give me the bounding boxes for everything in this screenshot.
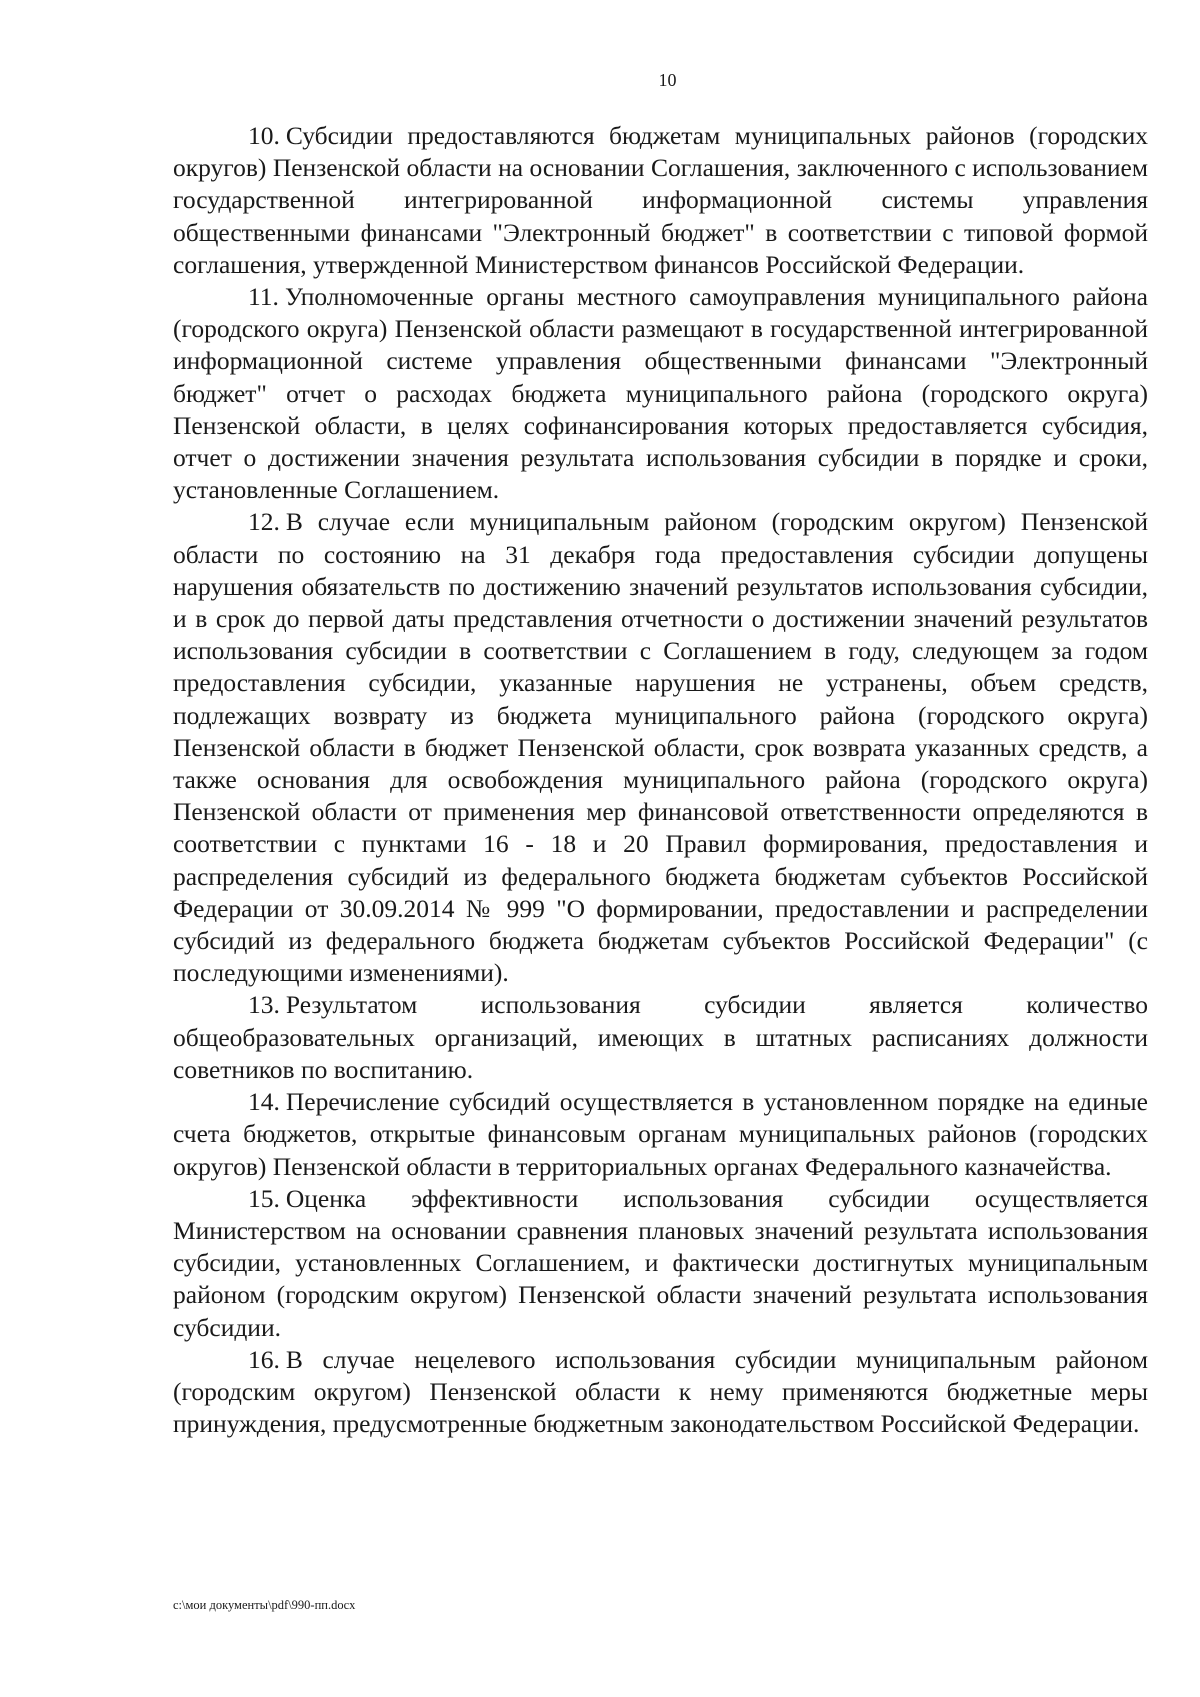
paragraph-text: Субсидии предоставляются бюджетам муниципальных районов (городских округов) Пензенской области на основании Соглашения, заключенного с использованием государственной интегрированной информационной системы управления общественными финансами "Электронный бюджет" в соответствии с типовой формой соглашения, утвержденной Министерством финансов Российской Федерации. (173, 121, 1148, 279)
paragraph-11 (173, 281, 1148, 506)
paragraph-16 (173, 1344, 1148, 1441)
paragraph-number: 10. (248, 121, 280, 150)
paragraph-text: В случае нецелевого использования субсидии муниципальным районом (городским округом) Пензенской области к нему применяются бюджетные меры принуждения, предусмотренные бюджетным законодательством Российской Федерации. (173, 1344, 1148, 1439)
paragraph-text: Оценка эффективности использования субсидии осуществляется Министерством на основании сравнения плановых значений результата использования субсидии, установленных Соглашением, и фактически достигнутых муниципальным районом (городским округом) Пензенской области значений результата использования субсидии. (173, 1183, 1148, 1342)
paragraph-10 (173, 120, 1148, 281)
paragraph-number: 13. (248, 990, 280, 1020)
paragraph-text: В случае если муниципальным районом (городским округом) Пензенской области по состоянию на 31 декабря года предоставления субсидии допущены нарушения обязательств по достижению значений результатов использования субсидии, и в срок до первой даты представления отчетности о достижении значений результатов использования субсидии в соответствии с Соглашением в году, следующем за годом предоставления субсидии, указанные нарушения не устранены, объем средств, подлежащих возврату из бюджета муниципального района (городского округа) Пензенской области в бюджет Пензенской области, срок возврата указанных средств, а также основания для освобождения муниципального района (городского округа) Пензенской области от применения мер финансовой ответственности определяются в соответствии с пунктами 16 - 18 и 20 Правил формирования, предоставления и распределения субсидий из федерального бюджета бюджетам субъектов Российской Федерации от 30.09.2014 № 999 "О формировании, предоставлении и распределении субсидий из федерального бюджета бюджетам субъектов Российской Федерации" (с последующими изменениями). (173, 507, 1148, 988)
paragraph-text: Уполномоченные органы местного самоуправления муниципального района (городского округа) Пензенской области размещают в государственной интегрированной информационной системе управления общественными финансами "Электронный бюджет" отчет о расходах бюджета муниципального района (городского округа) Пензенской области, в целях софинансирования которых предоставляется субсидия, отчет о достижении значения результата использования субсидии в порядке и сроки, установленные Соглашением. (173, 282, 1148, 505)
paragraph-13 (173, 989, 1148, 1086)
page-number: 10 (658, 70, 677, 90)
paragraph-15 (173, 1183, 1148, 1344)
paragraph-number: 12. (248, 507, 280, 537)
document-body (173, 120, 1148, 1440)
paragraph-number: 16. (248, 1344, 280, 1374)
paragraph-number: 14. (248, 1087, 280, 1117)
paragraph-number: 11. (248, 282, 279, 312)
paragraph-number: 15. (248, 1183, 280, 1213)
paragraph-12 (173, 506, 1148, 989)
paragraph-text: Результатом использования субсидии является количество общеобразовательных организаций, имеющих в штатных расписаниях должности советников по воспитанию. (173, 990, 1148, 1084)
footer-file-path: c:\мои документы\pdf\990-пп.docx (173, 1598, 356, 1612)
paragraph-text: Перечисление субсидий осуществляется в установленном порядке на единые счета бюджетов, открытые финансовым органам муниципальных районов (городских округов) Пензенской области в территориальных органах Федерального казначейства. (173, 1087, 1148, 1181)
paragraph-14 (173, 1086, 1148, 1183)
